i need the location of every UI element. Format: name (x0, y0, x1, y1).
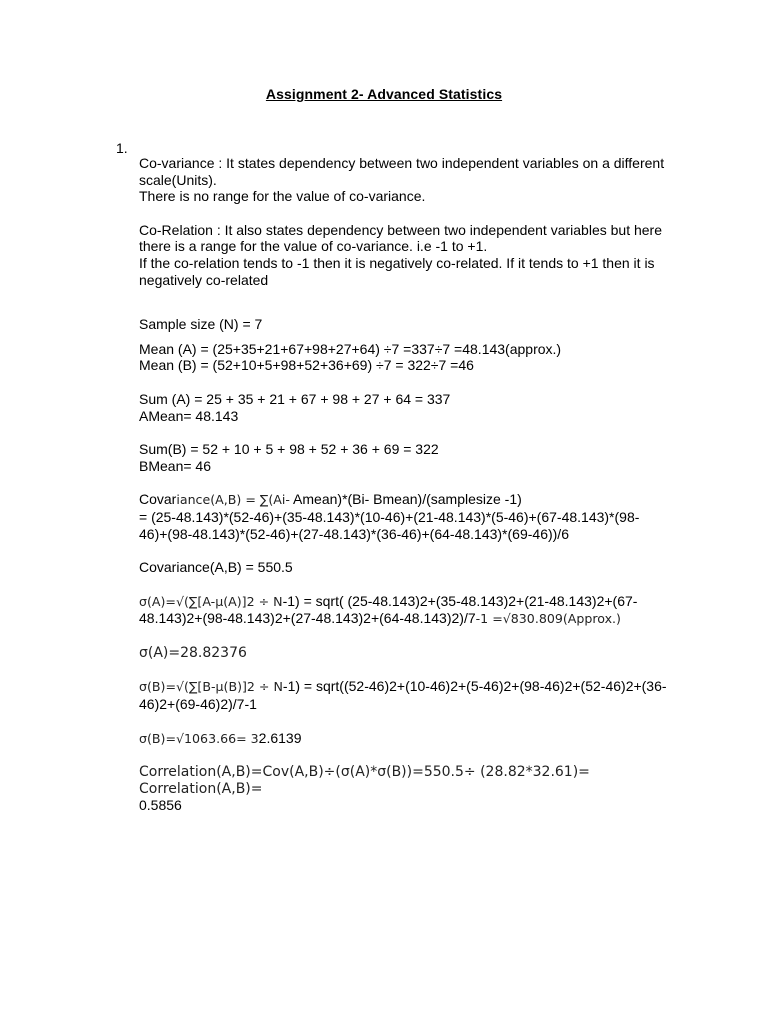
sigma-a-line-2 (139, 610, 684, 628)
sigma-b-rest: -1) = sqrt((52-46)2+(10-46)2+(5-46)2+(98-46)2+(52-46)2+(36- (282, 678, 667, 695)
covariance-formula-line-3: 46)+(98-48.143)*(52-46)+(27-48.143)*(36-46)+(64-48.143)*(69-46))/6 (139, 525, 569, 542)
covariance-formula-line-2: = (25-48.143)*(52-46)+(35-48.143)*(10-46)+(21-48.143)*(5-46)+(67-48.143)*(98- (139, 508, 640, 525)
covariance-formula-rest: Amean)*(Bi- Bmean)/(samplesize -1) (289, 491, 522, 508)
correlation-line-2: 0.5856 (139, 797, 182, 814)
sigma-a-line-2-main: 48.143)2+(98-48.143)2+(27-48.143)2+(64-48.143)2)/7 (139, 610, 476, 627)
covariance-result: Covariance(A,B) = 550.5 (139, 559, 293, 576)
correlation-definition-line-4: negatively co-related (139, 271, 269, 288)
correlation-line-1: Correlation(A,B)=Cov(A,B)÷(σ(A)*σ(B))=550.5÷ (28.82*32.61)= Correlation(A,B)= (139, 764, 590, 797)
sigma-b-prefix: σ(B)=√(∑[B-μ(B)]2 ÷ N (139, 679, 283, 695)
sigma-a-result: σ(A)=28.82376 (139, 644, 247, 661)
sigma-a-line-1 (139, 593, 684, 611)
sample-size: Sample size (N) = 7 (139, 316, 263, 333)
sigma-a-rest: -1) = sqrt( (25-48.143)2+(35-48.143)2+(21-48.143)2+(67- (282, 592, 638, 609)
page-title: Assignment 2- Advanced Statistics (265, 86, 503, 102)
sigma-a-prefix: σ(A)=√(∑[A-μ(A)]2 ÷ N (139, 593, 283, 609)
sigma-b-result (139, 730, 684, 748)
sigma-b-line-1 (139, 678, 684, 696)
covariance-formula-alt: iance(A,B) = ∑(Ai- (176, 492, 290, 508)
sigma-a-line-2-alt: -1 =√830.809(Approx.) (475, 611, 621, 627)
sigma-b-result-rest: 2.6139 (258, 729, 302, 746)
covariance-definition-line-2: scale(Units). (139, 171, 217, 188)
sigma-b-line-2: 46)2+(69-46)2)/7-1 (139, 696, 257, 713)
sum-b: Sum(B) = 52 + 10 + 5 + 98 + 52 + 36 + 69 = 322 (139, 441, 439, 458)
sigma-b-result-prefix: σ(B)=√1063.66= 3 (139, 730, 259, 746)
correlation-definition-line-3: If the co-relation tends to -1 then it is negatively co-related. If it tends to +1 then it is (139, 254, 655, 271)
mean-b: Mean (B) = (52+10+5+98+52+36+69) ÷7 = 322÷7 =46 (139, 357, 474, 374)
sum-a: Sum (A) = 25 + 35 + 21 + 67 + 98 + 27 + 64 = 337 (139, 390, 451, 407)
covariance-formula-line-1 (139, 491, 684, 509)
bmean: BMean= 46 (139, 457, 211, 474)
correlation-definition-line-2: there is a range for the value of co-variance. i.e -1 to +1. (139, 238, 488, 255)
covariance-definition-line-3: There is no range for the value of co-variance. (139, 188, 426, 205)
covariance-formula-prefix: Covar (139, 491, 177, 508)
mean-a: Mean (A) = (25+35+21+67+98+27+64) ÷7 =337÷7 =48.143(approx.) (139, 340, 562, 357)
answer-content (139, 155, 684, 814)
question-number: 1. (116, 140, 128, 156)
covariance-definition-line-1: Co-variance : It states dependency between two independent variables on a different (139, 155, 665, 171)
amean: AMean= 48.143 (139, 407, 239, 424)
correlation-definition-line-1: Co-Relation : It also states dependency between two independent variables but here (139, 221, 663, 238)
